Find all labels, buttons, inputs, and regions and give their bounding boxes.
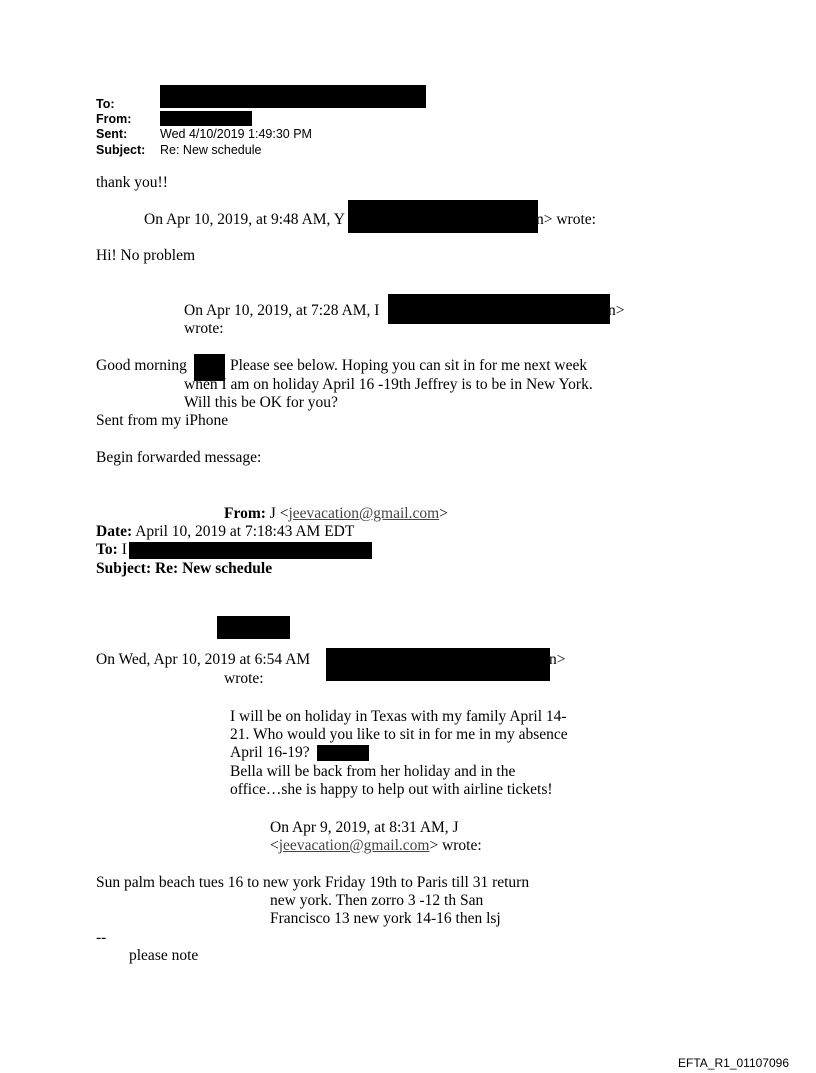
- good-morning: Good morning: [96, 357, 187, 374]
- schedule-line-2: new york. Then zorro 3 -12 th San: [270, 892, 484, 909]
- reply2-wrote: wrote:: [184, 320, 224, 337]
- please-note: please note: [129, 947, 199, 964]
- to-label: To:: [96, 97, 115, 111]
- sent-value: Wed 4/10/2019 1:49:30 PM: [160, 127, 312, 141]
- fwd-from-close: >: [439, 505, 448, 522]
- begin-forwarded: Begin forwarded message:: [96, 449, 262, 466]
- reply1-suffix: n> wrote:: [536, 211, 596, 228]
- apr9-email-line: [270, 837, 482, 855]
- reply1-prefix: On Apr 10, 2019, at 9:48 AM, Y: [144, 211, 345, 228]
- thanks-line: thank you!!: [96, 174, 168, 191]
- texas-line-3: April 16-19?: [230, 744, 310, 761]
- fwd-subject-line: [96, 560, 272, 578]
- redacted-from-value: [160, 111, 252, 126]
- redacted-wed-sender: [326, 648, 550, 681]
- apr9-email-link[interactable]: jeevacation@gmail.com: [278, 837, 430, 854]
- redacted-reply1-sender: [348, 200, 538, 233]
- ok-line: Will this be OK for you?: [184, 394, 338, 411]
- texas-line-1: I will be on holiday in Texas with my family April 14-: [230, 708, 567, 725]
- document-id: EFTA_R1_01107096: [678, 1056, 789, 1070]
- fwd-to-line: [96, 541, 127, 559]
- wed-reply-suffix: n>: [549, 651, 566, 668]
- redacted-block: [217, 616, 290, 639]
- signature-dashes: --: [96, 929, 107, 946]
- bella-line-2: office…she is happy to help out with airline tickets!: [230, 781, 553, 798]
- redacted-reply2-sender: [388, 294, 610, 324]
- sent-from-iphone: Sent from my iPhone: [96, 412, 229, 429]
- redacted-fwd-to: [129, 542, 372, 559]
- schedule-line-3: Francisco 13 new york 14-16 then lsj: [270, 910, 501, 927]
- subject-label: Subject:: [96, 143, 146, 157]
- reply2-prefix: On Apr 10, 2019, at 7:28 AM, I: [184, 302, 380, 319]
- redacted-to-value: [160, 85, 426, 108]
- schedule-line-1: Sun palm beach tues 16 to new york Friday 19th to Paris till 31 return: [96, 874, 530, 891]
- fwd-subject-label: Subject:: [96, 560, 152, 577]
- holiday-line: when I am on holiday April 16 -19th Jeffrey is to be in New York.: [184, 376, 593, 393]
- fwd-from-label: From:: [224, 505, 266, 522]
- wed-reply-wrote: wrote:: [224, 670, 264, 687]
- fwd-date-line: [96, 523, 354, 541]
- fwd-date-label: Date:: [96, 523, 133, 540]
- fwd-to-label: To:: [96, 541, 118, 558]
- bella-line-1: Bella will be back from her holiday and in the: [230, 763, 516, 780]
- wed-reply-prefix: On Wed, Apr 10, 2019 at 6:54 AM: [96, 651, 311, 668]
- fwd-to-value: I: [121, 541, 127, 558]
- fwd-from-email-link[interactable]: jeevacation@gmail.com: [288, 505, 440, 522]
- redacted-signoff: [317, 745, 369, 761]
- apr9-line: On Apr 9, 2019, at 8:31 AM, J: [270, 819, 459, 836]
- reply2-suffix: n>: [608, 302, 625, 319]
- please-see-line: Please see below. Hoping you can sit in for me next week: [230, 357, 588, 374]
- apr9-email-open: <: [270, 837, 279, 854]
- fwd-from-line: [224, 505, 448, 523]
- sent-label: Sent:: [96, 127, 128, 141]
- texas-line-2: 21. Who would you like to sit in for me in my absence: [230, 726, 568, 743]
- apr9-close: > wrote:: [429, 837, 482, 854]
- subject-value: Re: New schedule: [160, 143, 262, 157]
- from-label: From:: [96, 112, 132, 126]
- fwd-from-name: J <: [269, 505, 289, 522]
- fwd-date-value: April 10, 2019 at 7:18:43 AM EDT: [135, 523, 355, 540]
- hi-line: Hi! No problem: [96, 247, 196, 264]
- fwd-subject-value: Re: New schedule: [154, 560, 273, 577]
